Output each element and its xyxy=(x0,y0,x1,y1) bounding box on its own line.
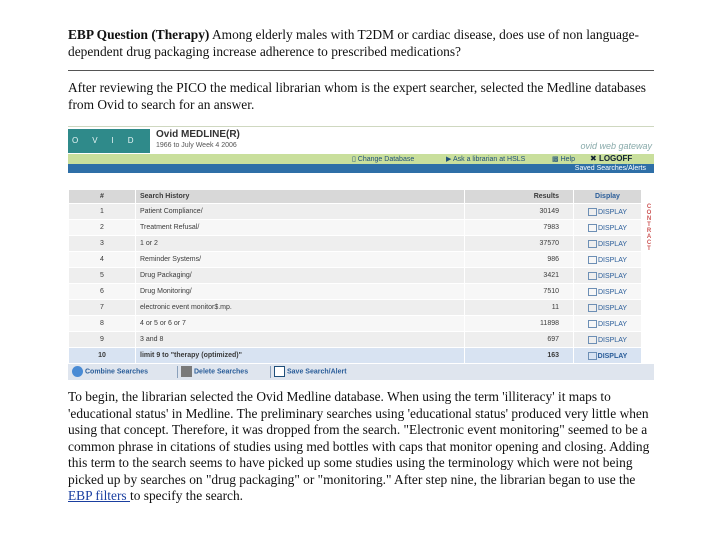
display-icon xyxy=(588,352,597,360)
row-results: 163 xyxy=(465,348,574,364)
change-database-link[interactable]: ▯ Change Database xyxy=(352,156,415,163)
action-divider xyxy=(270,366,271,378)
database-title: Ovid MEDLINE(R) xyxy=(156,129,240,140)
row-results: 11 xyxy=(465,300,574,316)
display-icon xyxy=(588,224,597,232)
action-divider xyxy=(177,366,178,378)
col-header-results: Results xyxy=(465,190,574,204)
display-icon xyxy=(588,256,597,264)
display-icon xyxy=(588,208,597,216)
display-button[interactable]: DISPLAY xyxy=(574,316,642,332)
row-num: 3 xyxy=(69,236,136,252)
row-results: 7510 xyxy=(465,284,574,300)
row-num: 8 xyxy=(69,316,136,332)
row-num: 2 xyxy=(69,220,136,236)
display-button[interactable]: DISPLAY xyxy=(574,236,642,252)
combine-icon xyxy=(72,366,83,377)
row-history: Drug Monitoring/ xyxy=(136,284,465,300)
row-history: Patient Compliance/ xyxy=(136,204,465,220)
paragraph-tail: to specify the search. xyxy=(130,488,244,503)
row-num: 6 xyxy=(69,284,136,300)
explanation-paragraph xyxy=(68,389,658,505)
trash-icon xyxy=(181,366,192,377)
row-history: 1 or 2 xyxy=(136,236,465,252)
saved-searches-bar xyxy=(68,164,654,173)
gateway-logo: ovid web gateway xyxy=(580,141,652,151)
display-button[interactable]: DISPLAY xyxy=(574,348,642,364)
row-results: 7983 xyxy=(465,220,574,236)
row-results: 986 xyxy=(465,252,574,268)
row-num: 9 xyxy=(69,332,136,348)
row-results: 11898 xyxy=(465,316,574,332)
row-history: Treatment Refusal/ xyxy=(136,220,465,236)
display-button[interactable]: DISPLAY xyxy=(574,284,642,300)
row-num: 10 xyxy=(69,348,136,364)
row-history: Reminder Systems/ xyxy=(136,252,465,268)
row-results: 37570 xyxy=(465,236,574,252)
table-row xyxy=(69,284,642,300)
contract-tab[interactable]: C O N T R A C T xyxy=(646,204,652,252)
display-icon xyxy=(588,304,597,312)
search-actions-bar xyxy=(68,364,654,380)
display-button[interactable]: DISPLAY xyxy=(574,300,642,316)
col-header-history: Search History xyxy=(136,190,465,204)
ask-librarian-link[interactable]: ▶ Ask a librarian at HSLS xyxy=(446,156,526,163)
ebp-filters-link[interactable]: EBP filters xyxy=(68,488,130,503)
row-results: 30149 xyxy=(465,204,574,220)
display-button[interactable]: DISPLAY xyxy=(574,204,642,220)
row-num: 5 xyxy=(69,268,136,284)
row-results: 697 xyxy=(465,332,574,348)
divider xyxy=(68,70,654,71)
table-row xyxy=(69,204,642,220)
row-num: 4 xyxy=(69,252,136,268)
row-results: 3421 xyxy=(465,268,574,284)
display-icon xyxy=(588,240,597,248)
table-row xyxy=(69,268,642,284)
logoff-button[interactable]: ✖ LOGOFF xyxy=(590,154,633,163)
table-row xyxy=(69,220,642,236)
intro-text: After reviewing the PICO the medical librarian whom is the expert searcher, selected the Medline databases from Ovid to search for an answer. xyxy=(68,80,647,112)
table-row xyxy=(69,332,642,348)
table-header-row xyxy=(69,190,642,204)
table-row xyxy=(69,252,642,268)
display-icon xyxy=(588,272,597,280)
row-history: 3 and 8 xyxy=(136,332,465,348)
row-history: electronic event monitor$.mp. xyxy=(136,300,465,316)
ovid-header xyxy=(68,126,654,155)
database-coverage: 1966 to July Week 4 2006 xyxy=(156,142,237,149)
paragraph-text: To begin, the librarian selected the Ovid Medline database. When using the term 'illiteracy' it maps to 'educational status' in Medline. The preliminary searches using 'educational status' produced very little when using that concept. Therefore, it was dropped from the search. "Electronic event monitoring" seemed to be a common phrase in citations of studies using med bottles with caps that monitor opening and closing. Adding this term to the search seems to have picked up some studies using the terminology which were not being picked up by searches on "drug packaging" or "monitoring." After step nine, the librarian began to use the xyxy=(68,389,650,487)
display-button[interactable]: DISPLAY xyxy=(574,252,642,268)
table-row xyxy=(69,300,642,316)
row-num: 7 xyxy=(69,300,136,316)
display-button[interactable]: DISPLAY xyxy=(574,220,642,236)
combine-searches-button[interactable]: Combine Searches xyxy=(72,366,148,378)
question-text: Among elderly males with T2DM or cardiac disease, does use of non language-dependent drug packaging increase adherence to prescribed medications? xyxy=(68,27,639,59)
display-button[interactable]: DISPLAY xyxy=(574,268,642,284)
display-icon xyxy=(588,320,597,328)
display-button[interactable]: DISPLAY xyxy=(574,332,642,348)
row-history: 4 or 5 or 6 or 7 xyxy=(136,316,465,332)
search-history-table xyxy=(68,189,642,364)
help-link[interactable]: ▩ Help xyxy=(552,156,575,163)
saved-searches-link[interactable]: Saved Searches/Alerts xyxy=(574,165,646,172)
display-icon xyxy=(588,336,597,344)
col-header-num: # xyxy=(69,190,136,204)
row-history: limit 9 to "therapy (optimized)" xyxy=(136,348,465,364)
table-row-selected xyxy=(69,348,642,364)
delete-searches-button[interactable]: Delete Searches xyxy=(181,366,248,378)
ebp-question xyxy=(68,26,648,60)
table-row xyxy=(69,236,642,252)
row-history: Drug Packaging/ xyxy=(136,268,465,284)
save-icon xyxy=(274,366,285,377)
ovid-logo[interactable]: OVID xyxy=(68,129,150,153)
display-icon xyxy=(588,288,597,296)
question-label: EBP Question (Therapy) xyxy=(68,27,210,42)
table-row xyxy=(69,316,642,332)
row-num: 1 xyxy=(69,204,136,220)
ovid-toolbar xyxy=(68,154,654,164)
ovid-screenshot xyxy=(68,126,654,380)
col-header-display: Display xyxy=(574,190,642,204)
save-search-button[interactable]: Save Search/Alert xyxy=(274,366,347,378)
